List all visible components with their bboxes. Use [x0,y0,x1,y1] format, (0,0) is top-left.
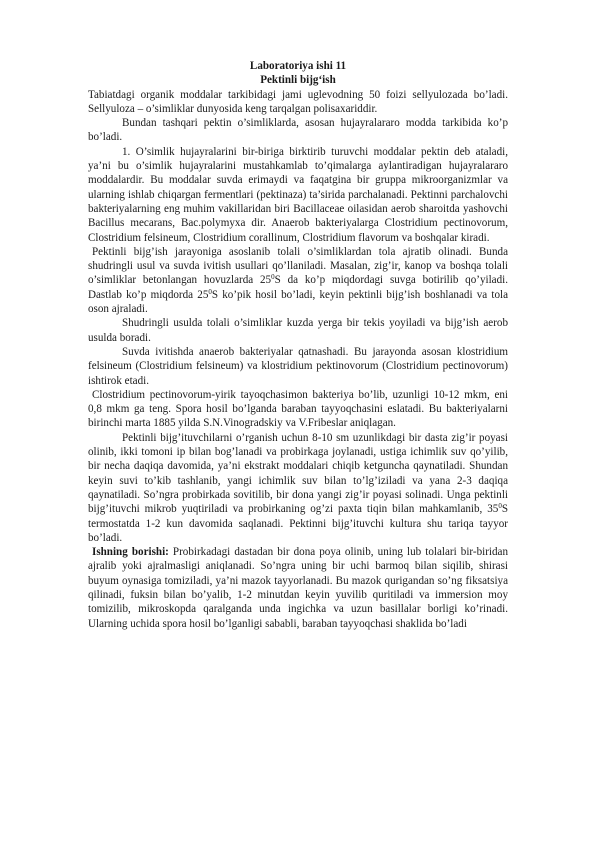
degree-mark: 0 [208,287,212,296]
degree-mark: 0 [498,502,502,511]
degree-mark: 0 [271,273,275,282]
procedure-label: Ishning borishi: [92,546,169,559]
paragraph-4-part-b: S da ko’p miqdordagi suvga botirilib qo’yiladi. Dastlab ko’p miqdorda 25 [88,274,509,301]
procedure-text: Probirkadagi dastadan bir dona poya olinib, uning lub tolalari bir-biridan ajralib yoki ajralmasligi aniqlanadi. So’ngra uning bir uchi barmoq bilan siqilib, shirasi buyum oynasiga tomiziladi, ya’ni mazok tayyorlanadi. Bu mazok qurigandan so’ng fiksatsiya qilinadi, fuksin bilan bo’yalib, 1-2 minutdan keyin yuvilib quritiladi va immersion moy tomizilib, mikroskopda qaralganda unda ingichka va uzun basillalar borligi ko’rinadi. Ularning uchida spora hosil bo’lganligi sababli, baraban tayyoqchasi shaklida bo’ladi [88,546,508,630]
paragraph-2: Bundan tashqari pektin o’simliklarda, asosan hujayralararo modda tarkibida ko’p bo’ladi. [88,117,508,144]
document-page [88,59,508,631]
paragraph-3: 1. O’simlik hujayralarini bir-biriga birktirib turuvchi moddalar pektin deb ataladi, ya’ni bu o’simlik hujayralarini mustahkamlab to’qimalarga aylantiradigan hujayralararo moddalardir. Bu moddalar suvda erimaydi va faqatgina bir gruppa mikroorganizmlar va ularning ishlab chiqargan fermentlari (pektinaza) ta’sirida parchalanadi. Pektinni parchalovchi bakteriyalarning eng muhim vakillaridan biri Bacillaceae oilasidan aerob sharoitda yashovchi Bacillus mecarans, Bac.polymyxa dir. Anaerob bakteriyalarga Clostridium pectinovorum, Clostridium felsineum, Clostridium corallinum, Clostridium flavorum va boshqalar kiradi. [88,145,508,244]
lab-title: Laboratoriya ishi 11 [249,60,347,72]
paragraph-5: Shudringli usulda tolali o’simliklar kuzda yerga bir tekis yoyiladi va bijg’ish aerob usulda boradi. [88,317,508,344]
paragraph-8-part-a: Pektinli bijg’ituvchilarni o’rganish uchun 8-10 sm uzunlikdagi bir dasta zig’ir poyasi olinib, ikki tomoni ip bilan bog’lanadi va probirkaga joylanadi, ustiga ichimlik suv qo’yilib, bir necha daqiqa davomida, ya’ni ekstrakt moddalari chiqib ketguncha qaynatiladi. Shundan keyin suvi to’kib tashlanib, yangi ichimlik suv bilan to’lg’iziladi va yana 2-3 daqiqa qaynatiladi. So’ngra probirkada sovitilib, bir dona yangi zig’ir poyasi solinadi. Unga pektinli bijg’ituvchi mikrob yuqtiriladi va probirkaning og’zi paxta tiqin bilan mahkamlanib, 35 [88,431,508,516]
paragraph-4 [88,245,508,316]
paragraph-4-part-c: S ko’pik hosil bo’ladi, keyin pektinli bijg’ish boshlanadi va tola oson ajraladi. [88,288,508,316]
paragraph-8 [88,431,508,545]
paragraph-8-part-b: S termostatda 1-2 kun davomida saqlanadi. Pektinni bijg’ituvchi kultura shu tariqa tayyor bo’ladi. [88,503,508,544]
paragraph-1: Tabiatdagi organik moddalar tarkibidagi jami uglevodning 50 foizi sellyulozada bo’ladi. Sellyuloza – o’simliklar dunyosida keng tarqalgan polisaxariddir. [88,88,508,115]
paragraph-7: Clostridium pectinovorum-yirik tayoqchasimon bakteriya bo’lib, uzunligi 10-12 mkm, eni 0,8 mkm ga teng. Spora hosil bo’lganda baraban tayyoqchasini eslatadi. Bu bakteriyalarni birinchi marta 1885 yilda S.N.Vinogradskiy va V.Fribeslar aniqlagan. [88,388,508,430]
paragraph-6: Suvda ivitishda anaerob bakteriyalar qatnashadi. Bu jarayonda asosan klostridium felsineum (Clostridium felsineum) va klostridium pektinovorum (Clostridium pectinovorum) ishtirok etadi. [88,345,508,387]
paragraph-4-part-a: Pektinli bijg’ish jarayoniga asoslanib tolali o’simliklardan tola ajratib olinadi. Bunda shudringli usul va suvda ivitish usullari qo’llaniladi. Masalan, zig’ir, kanop va boshqa tolali o’simliklar betonlangan hovuzlarda 25 [88,245,508,287]
paragraph-9 [88,545,508,631]
lab-subtitle: Pektinli bijg‘ish [260,74,336,87]
